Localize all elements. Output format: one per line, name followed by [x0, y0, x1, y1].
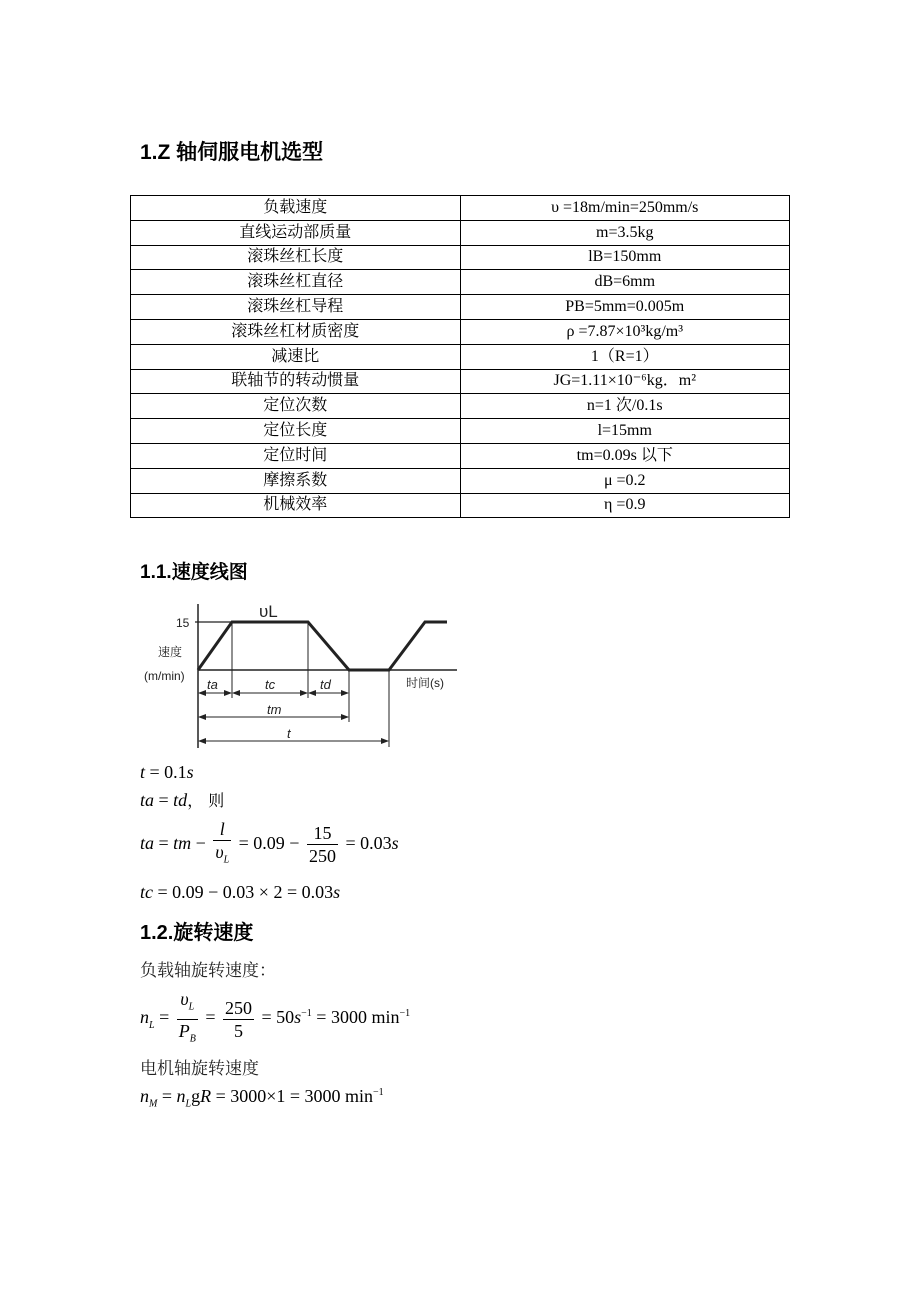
param-name: 定位时间 [131, 443, 461, 468]
td-label: td [320, 677, 331, 692]
param-value: μ =0.2 [460, 468, 790, 493]
param-name: 滚珠丝杠长度 [131, 245, 461, 270]
param-name: 摩擦系数 [131, 468, 461, 493]
text-motor-shaft-speed: 电机轴旋转速度 [140, 1059, 259, 1079]
equation-ta-td: ta = td， 则 [140, 790, 225, 810]
param-value: m=3.5kg [460, 220, 790, 245]
param-name: 滚珠丝杠导程 [131, 295, 461, 320]
text-load-shaft-speed: 负载轴旋转速度： [140, 961, 276, 981]
param-name: 直线运动部质量 [131, 220, 461, 245]
tc-label: tc [265, 677, 276, 692]
param-value: lB=150mm [460, 245, 790, 270]
y-axis-label: 速度 [158, 645, 183, 659]
param-name: 定位次数 [131, 394, 461, 419]
y-value-label: 15 [176, 616, 190, 630]
velocity-profile [198, 622, 447, 670]
y-axis-unit: (m/min) [144, 669, 185, 683]
param-name: 滚珠丝杠材质密度 [131, 319, 461, 344]
section-heading-speed-diagram: 1.1.速度线图 [140, 562, 248, 583]
param-name: 负载速度 [131, 196, 461, 221]
equation-nL: $n_L$ = $\frac{\upsilon_L}{P_B}$ = $\frac{250}{5}$ = $50s^{-1} = 3000$ $\min^{-1}$ [140, 989, 411, 1045]
t-label: t [287, 726, 291, 741]
tm-label: tm [267, 702, 282, 717]
equation-t: t = 0.1s [140, 762, 194, 782]
param-value: l=15mm [460, 419, 790, 444]
param-name: 联轴节的转动惯量 [131, 369, 461, 394]
x-axis-label: 时间(s) [406, 676, 444, 690]
param-value: dB=6mm [460, 270, 790, 295]
section-heading: 1.Z 轴伺服电机选型 [140, 141, 324, 164]
param-value: PB=5mm=0.005m [460, 295, 790, 320]
param-name: 定位长度 [131, 419, 461, 444]
param-name: 滚珠丝杠直径 [131, 270, 461, 295]
param-value: υ =18m/min=250mm/s [460, 196, 790, 221]
equation-tc: tc = 0.09 − 0.03 × 2 = 0.03s [140, 882, 341, 902]
param-name: 减速比 [131, 344, 461, 369]
param-value: n=1 次/0.1s [460, 394, 790, 419]
param-name: 机械效率 [131, 493, 461, 518]
param-value: tm=0.09s 以下 [460, 443, 790, 468]
peak-velocity-label: υL [259, 602, 278, 621]
ta-label: ta [207, 677, 218, 692]
param-value: JG=1.11×10⁻⁶kg．m² [460, 369, 790, 394]
equation-ta: ta = tm − $\frac{l}{\upsilon_L}$ = 0.09 − $\frac{15}{250}$ = 0.03s [140, 819, 399, 867]
param-value: ρ =7.87×10³kg/m³ [460, 319, 790, 344]
section-heading-rotation-speed: 1.2.旋转速度 [140, 922, 254, 944]
equation-nM: $n_M = n_LgR = 3000\times 1 = 3000$ $\min^{-1}$ [140, 1086, 384, 1110]
param-value: 1（R=1） [460, 344, 790, 369]
param-value: η =0.9 [460, 493, 790, 518]
